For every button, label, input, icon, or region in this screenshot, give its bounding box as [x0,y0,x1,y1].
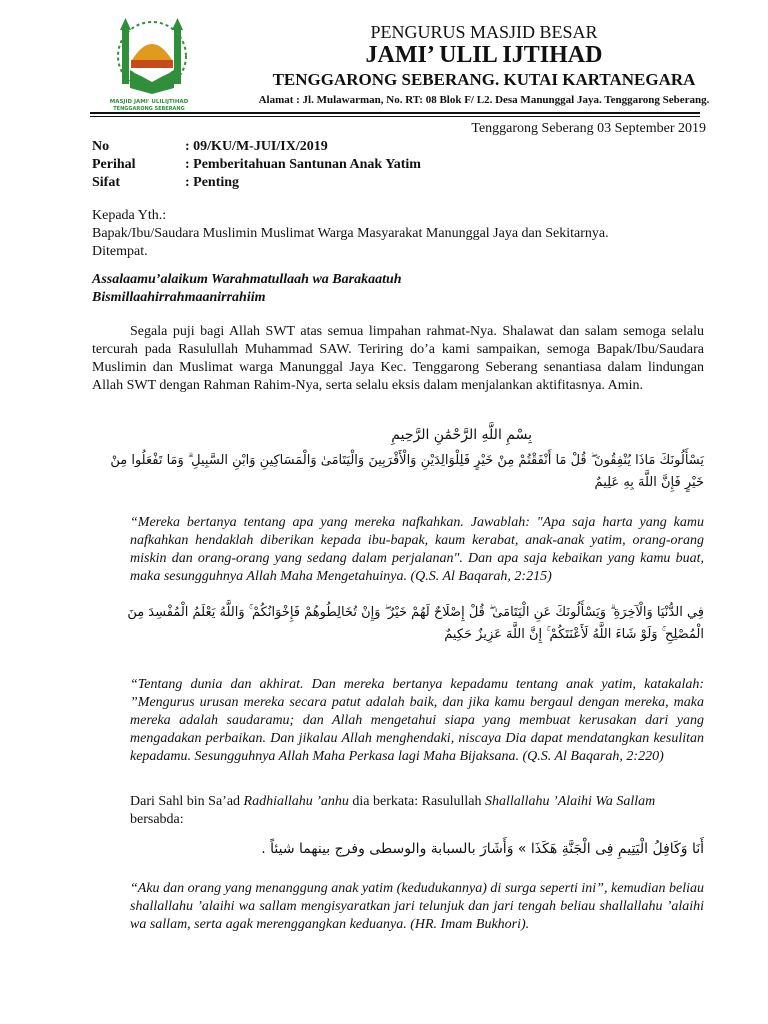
arabic-verse-220: فِي الدُّنْيَا وَالْآخِرَةِ ۗ وَيَسْأَلُونَكَ عَنِ الْيَتَامَىٰ ۖ قُلْ إِصْلَاحٌ لَهُمْ خَيْرٌ ۖ وَإِنْ تُخَالِطُوهُمْ فَإِخْوَانُكُمْ ۚ وَاللَّهُ يَعْلَمُ الْمُفْسِدَ مِنَ الْمُصْلِحِ ۚ وَلَوْ شَاءَ اللَّهُ لَأَعْنَتَكُمْ ۚ إِنَّ اللَّهَ عَزِيزٌ حَكِيمٌ [127,605,704,642]
arabic-hadith: أَنَا وَكَافِلُ الْيَتِيمِ فِى الْجَنَّةِ هَكَذَا » وَأَشَارَ بالسبابة والوسطى وفرج بينهما شيئاً . [261,841,704,857]
arabic-verse-215: يَسْأَلُونَكَ مَاذَا يُنْفِقُونَ ۖ قُلْ مَا أَنْفَقْتُمْ مِنْ خَيْرٍ فَلِلْوَالِدَيْنِ وَالْأَقْرَبِينَ وَالْيَتَامَىٰ وَالْمَسَاكِينِ وَابْنِ السَّبِيلِ ۗ وَمَا تَفْعَلُوا مِنْ خَيْرٍ فَإِنَّ اللَّهَ بِهِ عَلِيمٌ [110,453,704,490]
header-address: Alamat : Jl. Mulawarman, No. RT: 08 Blok F/ L2. Desa Manunggal Jaya. Tenggarong Seberang. [258,94,710,106]
translation-verse-220: “Tentang dunia dan akhirat. Dan mereka bertanya kepadamu tentang anak yatim, katakalah: ”Mengurus urusan mereka secara patut adalah baik, dan jika kamu bergaul dengan mereka, maka mereka adalah saudaramu; dan Allah mengetahui siapa yang membuat kerusakan dari yang mengadakan perbaikan. Dan jikalau Allah menghendaki, niscaya Dia dapat mendatangkan kesulitan kepadamu. Sesungguhnya Allah Maha Perkasa lagi Maha Bijaksana. (Q.S. Al Baqarah, 2:220) [130,677,704,764]
mosque-logo [104,14,194,114]
letter-date: Tenggarong Seberang 03 September 2019 [471,121,706,136]
meta-subject: Perihal : Pemberitahuan Santunan Anak Yatim [92,157,421,172]
arabic-basmalah: بِسْمِ اللَّهِ الرَّحْمَٰنِ الرَّحِيمِ [391,427,532,443]
recipient-block: Kepada Yth.: Bapak/Ibu/Saudara Muslimin Muslimat Warga Masyarakat Manunggal Jaya dan Sekitarnya. Ditempat. [92,208,609,259]
svg-text:MASJID JAMI' ULILIJTIHAD: MASJID JAMI' ULILIJTIHAD [109,99,189,105]
letter-meta [92,138,421,192]
opening-paragraph: Segala puji bagi Allah SWT atas semua limpahan rahmat-Nya. Shalawat dan salam semoga selalu tercurah pada Rasulullah Muhammad SAW. Teriring do’a kami sampaikan, semoga Bapak/Ibu/Saudara Muslimin dan Muslimat warga Manunggal Jaya Kec. Tenggarong Seberang senantiasa dalam lindungan Allah SWT dengan Rahman Rahim-Nya, serta selalu eksis dalam menjalankan aktifitasnya. Amin. [92,324,704,393]
meta-number: No : 09/KU/M-JUI/IX/2019 [92,139,328,154]
header-divider [90,112,700,114]
hadith-intro: Dari Sahl bin Sa’ad Radhiallahu ’anhu dia berkata: Rasulullah Shallallahu ’Alaihi Wa Sallam bersabda: [130,794,656,827]
header-organization: PENGURUS MASJID BESAR [370,22,598,42]
meta-nature: Sifat : Penting [92,175,240,190]
basmalah-latin: Bismillaahirrahmaanirrahiim [92,290,266,305]
translation-verse-215: “Mereka bertanya tentang apa yang mereka nafkahkan. Jawablah: "Apa saja harta yang kamu nafkahkan hendaklah diberikan kepada ibu-bapak, kaum kerabat, anak-anak yatim, orang-orang miskin dan orang-orang yang sedang dalam perjalanan". Dan apa saja kebaikan yang kamu buat, maka sesungguhnya Allah Maha Mengetahuinya. (Q.S. Al Baqarah, 2:215) [130,515,704,584]
header-divider-thin [90,116,700,117]
header-mosque-name: JAMI’ ULIL IJTIHAD [365,42,603,68]
svg-text:TENGGARONG SEBERANG: TENGGARONG SEBERANG [113,106,185,112]
header-location: TENGGARONG SEBERANG. KUTAI KARTANEGARA [272,70,696,89]
salam-greeting: Assalaamu’alaikum Warahmatullaah wa Barakaatuh [92,272,402,287]
translation-hadith: “Aku dan orang yang menanggung anak yatim (kedudukannya) di surga seperti ini”, kemudian beliau shallallahu ’alaihi wa sallam mengisyaratkan jari telunjuk dan jari tengah beliau shallallahu ’alaihi wa sallam, serta agak merenggangkan keduanya. (HR. Imam Bukhori). [130,881,704,932]
